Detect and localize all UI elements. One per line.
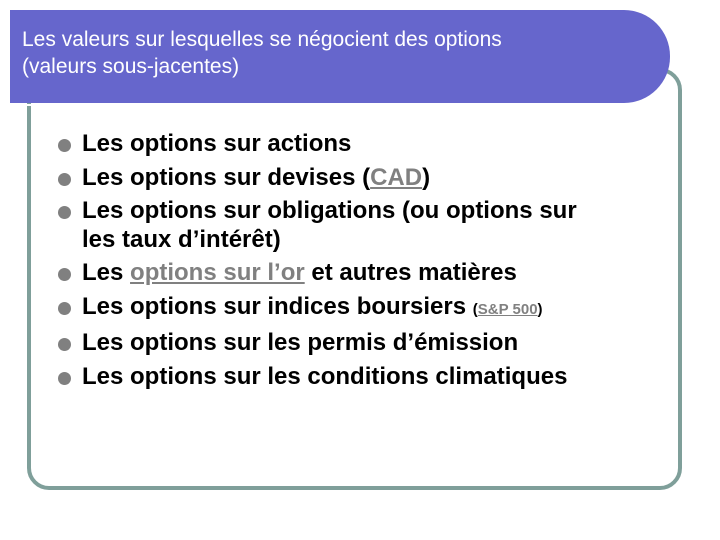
list-item-text: Les options sur les permis d’émission <box>82 329 519 356</box>
list-item-obligations <box>58 197 678 254</box>
list-item-text-line-2: les taux d’intérêt) <box>82 225 281 253</box>
bullet-list <box>58 130 678 396</box>
small-paren-close: ) <box>537 300 543 318</box>
cad-link[interactable]: CAD <box>370 163 423 191</box>
bullet-dot-icon <box>58 338 71 351</box>
slide-title-line-2: (valeurs sous-jacentes) <box>22 55 240 78</box>
list-item-or <box>58 259 678 288</box>
list-item-text-line-1: Les options sur obligations (ou options sur <box>82 197 577 224</box>
list-item-text: Les options sur les conditions climatiques <box>82 362 568 390</box>
list-item-climat <box>58 363 678 392</box>
list-item-devises <box>58 164 678 193</box>
slide-title-line-1: Les valeurs sur lesquelles se négocient des options <box>22 28 502 51</box>
bullet-dot-icon <box>58 206 71 219</box>
list-item-text: Les options sur actions <box>82 130 352 157</box>
list-item-text-end: ) <box>422 163 431 191</box>
bullet-dot-icon <box>58 372 71 385</box>
bullet-dot-icon <box>58 139 71 152</box>
list-item-indices <box>58 293 678 325</box>
small-paren-open: ( <box>472 300 478 318</box>
list-item-actions <box>58 130 678 159</box>
list-item-permis <box>58 329 678 358</box>
bullet-dot-icon <box>58 302 71 315</box>
list-item-text: Les <box>82 259 131 286</box>
slide-title <box>22 26 642 80</box>
bullet-dot-icon <box>58 173 71 186</box>
title-underline <box>20 104 646 106</box>
options-sur-l-or-link[interactable]: options sur l’or <box>130 259 305 286</box>
list-item-text: Les options sur devises ( <box>82 163 371 191</box>
bullet-dot-icon <box>58 268 71 281</box>
list-item-text: Les options sur indices boursiers <box>82 292 473 320</box>
list-item-text-end: et autres matières <box>304 259 517 286</box>
sp500-link[interactable]: S&P 500 <box>477 300 538 318</box>
